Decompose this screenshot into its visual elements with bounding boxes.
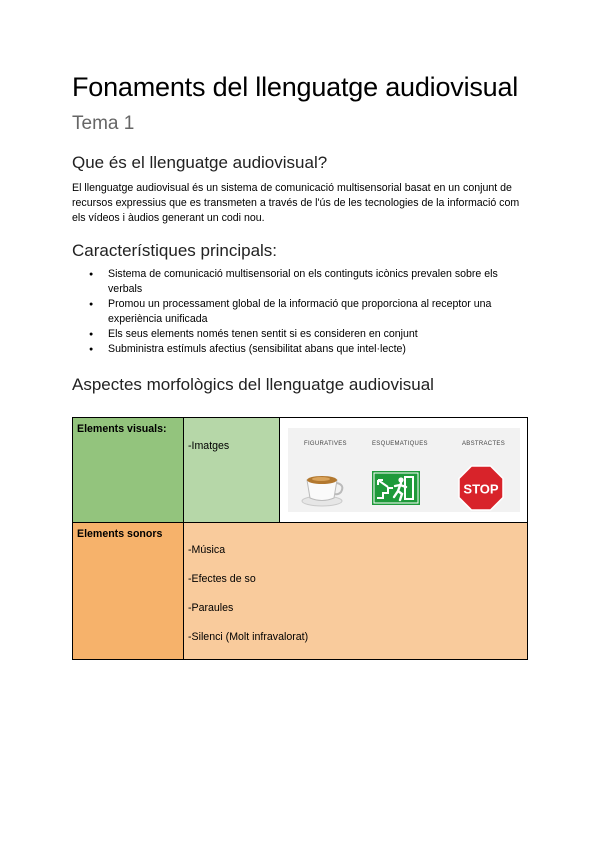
caption-figuratives: FIGURATIVES bbox=[304, 441, 347, 447]
table-row bbox=[73, 523, 528, 660]
visual-value-cell bbox=[184, 418, 280, 523]
aspects-table bbox=[72, 417, 528, 660]
sonor-values-list bbox=[184, 523, 527, 645]
sonor-header-label: Elements sonors bbox=[77, 528, 163, 540]
document-title: Fonaments del llenguatge audiovisual bbox=[72, 72, 519, 102]
definition-paragraph: El llenguatge audiovisual és un sistema de comunicació multisensorial basat en un conjunt de recursos expressius que es transmeten a través de l'ús de les tecnologies de la informació com els vídeos i àudios generant un codi nou. bbox=[72, 182, 520, 224]
heading-caracteristiques: Característiques principals: bbox=[72, 241, 278, 260]
coffee-cup-icon bbox=[300, 468, 348, 508]
list-item: ● Subministra estímuls afectius (sensibilitat abans que intel·lecte) bbox=[72, 342, 532, 357]
stop-sign-icon bbox=[458, 465, 504, 511]
heading-aspectes: Aspectes morfològics del llenguatge audiovisual bbox=[72, 375, 434, 394]
visual-header-label: Elements visuals: bbox=[77, 423, 167, 435]
list-item: -Música bbox=[188, 544, 226, 556]
sonor-header-cell bbox=[73, 523, 184, 660]
sonor-values-cell bbox=[184, 523, 528, 660]
table-row bbox=[73, 418, 528, 523]
list-item: -Silenci (Molt infravalorat) bbox=[188, 631, 309, 643]
image-examples-cell bbox=[280, 418, 528, 523]
caption-esquematiques: ESQUEMATIQUES bbox=[372, 441, 428, 447]
list-item: ● Promou un processament global de la informació que proporciona al receptor una experiència unificada bbox=[72, 297, 532, 327]
list-item: ● Els seus elements només tenen sentit si es consideren en conjunt bbox=[72, 327, 532, 342]
visual-header-cell bbox=[73, 418, 184, 523]
imatges-label: -Imatges bbox=[188, 440, 230, 452]
list-item: ● Sistema de comunicació multisensorial on els continguts icònics prevalen sobre els verbals bbox=[72, 267, 532, 297]
list-item: -Efectes de so bbox=[188, 573, 256, 585]
image-examples-panel bbox=[288, 428, 520, 512]
document-subtitle: Tema 1 bbox=[72, 113, 135, 134]
caption-abstractes: ABSTRACTES bbox=[462, 441, 506, 447]
emergency-exit-icon bbox=[372, 471, 420, 505]
list-item: -Paraules bbox=[188, 602, 234, 614]
characteristics-list bbox=[72, 267, 532, 357]
heading-que-es: Que és el llenguatge audiovisual? bbox=[72, 153, 328, 172]
stop-sign-text: STOP bbox=[463, 481, 499, 497]
